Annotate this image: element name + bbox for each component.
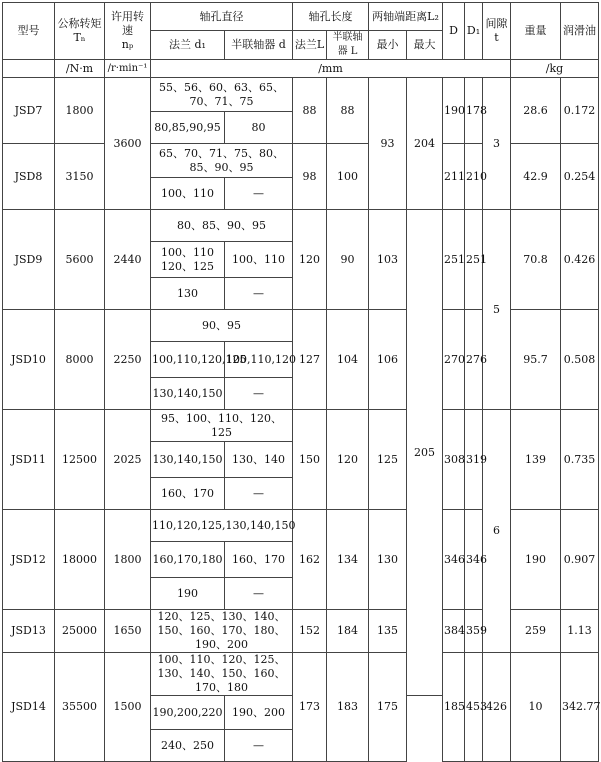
- model-cell: JSD10: [3, 310, 55, 410]
- weight-cell: 42.9: [511, 144, 561, 210]
- min-cell: 106: [369, 310, 407, 410]
- torque-cell: 8000: [55, 310, 105, 410]
- header-model-label: 型号: [17, 24, 40, 37]
- D-cell: 308: [443, 410, 465, 510]
- weight-cell: 70.8: [511, 210, 561, 310]
- header-flange-L: 法兰L: [293, 31, 327, 60]
- header-bore-length: 轴孔长度: [293, 3, 369, 31]
- min-cell: 175: [369, 653, 407, 762]
- max-cell: 205: [407, 210, 443, 696]
- half-d-cell: 100,110,120: [225, 342, 293, 378]
- D1-cell: 426: [483, 653, 511, 762]
- header-torque: [55, 3, 105, 60]
- oil-cell: 1.13: [561, 610, 599, 653]
- D-cell: 270: [443, 310, 465, 410]
- flange-d1-cell: 190: [151, 578, 225, 610]
- D-cell: 453: [465, 653, 483, 762]
- flange-d1-cell: 120、125、130、140、150、160、170、180、190、200: [151, 610, 293, 653]
- half-d-cell: —: [225, 730, 293, 762]
- half-d-cell: —: [225, 278, 293, 310]
- flange-d1-cell: 130,140,150: [151, 378, 225, 410]
- flange-L-cell: 150: [293, 410, 327, 510]
- table-row: [3, 410, 599, 442]
- flange-d1-cell: 160、170: [151, 478, 225, 510]
- weight-cell: 190: [511, 510, 561, 610]
- D1-cell: 359: [465, 610, 483, 653]
- half-L-cell: 184: [327, 610, 369, 653]
- speed-cell: 1800: [105, 510, 151, 610]
- units-mm: /mm: [151, 60, 511, 78]
- D-cell: 251: [443, 210, 465, 310]
- flange-d1-cell: 130,140,150: [151, 442, 225, 478]
- model-cell: JSD11: [3, 410, 55, 510]
- flange-d1-cell: 95、100、110、120、125: [151, 410, 293, 442]
- flange-d1-cell: 160,170,180: [151, 542, 225, 578]
- header-bore-diameter: 轴孔直径: [151, 3, 293, 31]
- torque-cell: 35500: [55, 653, 105, 762]
- flange-d1-cell: 80、85、90、95: [151, 210, 293, 242]
- half-d-cell: 130、140: [225, 442, 293, 478]
- flange-L-cell: 88: [293, 78, 327, 144]
- header-oil: 润滑油: [561, 3, 599, 60]
- units-speed: /r·min⁻¹: [105, 60, 151, 78]
- flange-d1-cell: 190,200,220: [151, 696, 225, 730]
- speed-cell: 1500: [105, 653, 151, 762]
- half-L-cell: 134: [327, 510, 369, 610]
- table-row: [3, 210, 599, 242]
- torque-cell: 1800: [55, 78, 105, 144]
- oil-cell: 0.907: [561, 510, 599, 610]
- half-L-cell: 183: [327, 653, 369, 762]
- model-cell: JSD7: [3, 78, 55, 144]
- header-gap-symbol: t: [494, 31, 499, 44]
- min-cell: 130: [369, 510, 407, 610]
- header-half-L: 半联轴器 L: [327, 31, 369, 60]
- header-gap-label: 间隙: [485, 17, 508, 30]
- half-L-cell: 104: [327, 310, 369, 410]
- half-d-cell: 190、200: [225, 696, 293, 730]
- flange-d1-cell: 240、250: [151, 730, 225, 762]
- units-torque: /N·m: [55, 60, 105, 78]
- min-cell: 125: [369, 410, 407, 510]
- D1-cell: 210: [465, 144, 483, 210]
- half-L-cell: 120: [327, 410, 369, 510]
- half-L-cell: 100: [327, 144, 369, 210]
- half-d-cell: 160、170: [225, 542, 293, 578]
- oil-cell: 0.508: [561, 310, 599, 410]
- flange-d1-cell: 80,85,90,95: [151, 112, 225, 144]
- flange-L-cell: 173: [293, 653, 327, 762]
- header-weight: 重量: [511, 3, 561, 60]
- speed-cell: 1650: [105, 610, 151, 653]
- header-speed-label: 许用转速: [111, 10, 144, 37]
- header-shaft-distance: 两轴端距离L₂: [369, 3, 443, 31]
- gap-cell: 10: [511, 653, 561, 762]
- units-model: [3, 60, 55, 78]
- speed-cell: 3600: [105, 78, 151, 210]
- gap-cell: 6: [483, 410, 511, 653]
- D1-cell: 251: [465, 210, 483, 310]
- oil-cell: 0.172: [561, 78, 599, 144]
- D-cell: 211: [443, 144, 465, 210]
- speed-cell: 2250: [105, 310, 151, 410]
- header-flange-d1: 法兰 d₁: [151, 31, 225, 60]
- header-D: D: [443, 3, 465, 60]
- flange-d1-cell: 100、110: [151, 178, 225, 210]
- header-speed: [105, 3, 151, 60]
- half-d-cell: —: [225, 578, 293, 610]
- flange-d1-cell: 100,110,120,125: [151, 342, 225, 378]
- D1-cell: 276: [465, 310, 483, 410]
- weight-cell: 139: [511, 410, 561, 510]
- flange-L-cell: 127: [293, 310, 327, 410]
- header-min: 最小: [369, 31, 407, 60]
- half-d-cell: —: [225, 478, 293, 510]
- flange-L-cell: 120: [293, 210, 327, 310]
- half-L-cell: 90: [327, 210, 369, 310]
- oil-cell: 0.426: [561, 210, 599, 310]
- half-d-cell: —: [225, 378, 293, 410]
- units-kg: /kg: [511, 60, 599, 78]
- table-row: [3, 78, 599, 112]
- torque-cell: 12500: [55, 410, 105, 510]
- oil-cell: 0.254: [561, 144, 599, 210]
- header-max: 最大: [407, 31, 443, 60]
- header-speed-symbol: nₚ: [121, 38, 134, 51]
- D-cell: 346: [443, 510, 465, 610]
- speed-cell: 2440: [105, 210, 151, 310]
- coupling-spec-table: [2, 2, 599, 762]
- header-gap: [483, 3, 511, 60]
- half-d-cell: 100、110: [225, 242, 293, 278]
- header-D1: D₁: [465, 3, 483, 60]
- flange-L-cell: 98: [293, 144, 327, 210]
- model-cell: JSD12: [3, 510, 55, 610]
- flange-d1-cell: 110,120,125,130,140,150: [151, 510, 293, 542]
- flange-d1-cell: 100、110、120、125、130、140、150、160、170、180: [151, 653, 293, 696]
- weight-cell: 95.7: [511, 310, 561, 410]
- min-cell: 93: [369, 78, 407, 210]
- D1-cell: 319: [465, 410, 483, 510]
- D1-cell: 178: [465, 78, 483, 144]
- flange-L-cell: 162: [293, 510, 327, 610]
- header-torque-label: 公称转矩: [57, 17, 102, 30]
- weight-cell: 28.6: [511, 78, 561, 144]
- header-torque-symbol: Tₙ: [73, 31, 86, 44]
- D-cell: 384: [443, 610, 465, 653]
- model-cell: JSD14: [3, 653, 55, 762]
- max-cell: 185: [443, 653, 465, 762]
- flange-d1-cell: 55、56、60、63、65、70、71、75: [151, 78, 293, 112]
- table-row: [3, 653, 599, 696]
- flange-d1-cell: 90、95: [151, 310, 293, 342]
- weight-cell: 342.77: [561, 653, 599, 762]
- model-cell: JSD13: [3, 610, 55, 653]
- header-model: [3, 3, 55, 60]
- model-cell: JSD9: [3, 210, 55, 310]
- flange-d1-cell: 100、110 120、125: [151, 242, 225, 278]
- weight-cell: 259: [511, 610, 561, 653]
- half-d-cell: 80: [225, 112, 293, 144]
- torque-cell: 25000: [55, 610, 105, 653]
- header-half-d: 半联轴器 d: [225, 31, 293, 60]
- half-d-cell: —: [225, 178, 293, 210]
- max-cell: 204: [407, 78, 443, 210]
- torque-cell: 18000: [55, 510, 105, 610]
- flange-d1-cell: 65、70、71、75、80、85、90、95: [151, 144, 293, 178]
- D-cell: 190: [443, 78, 465, 144]
- D1-cell: 346: [465, 510, 483, 610]
- speed-cell: 2025: [105, 410, 151, 510]
- flange-L-cell: 152: [293, 610, 327, 653]
- flange-d1-cell: 130: [151, 278, 225, 310]
- half-L-cell: 88: [327, 78, 369, 144]
- gap-cell: 5: [483, 210, 511, 410]
- torque-cell: 5600: [55, 210, 105, 310]
- model-cell: JSD8: [3, 144, 55, 210]
- gap-cell: 3: [483, 78, 511, 210]
- torque-cell: 3150: [55, 144, 105, 210]
- min-cell: 135: [369, 610, 407, 653]
- min-cell: 103: [369, 210, 407, 310]
- oil-cell: 0.735: [561, 410, 599, 510]
